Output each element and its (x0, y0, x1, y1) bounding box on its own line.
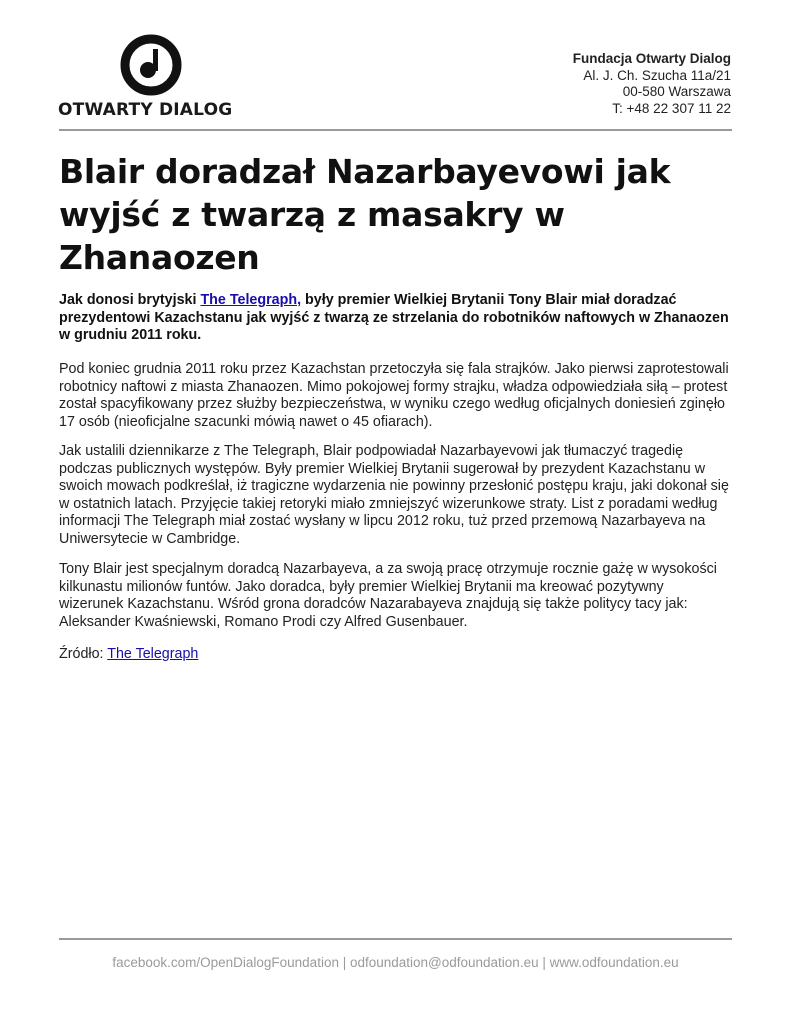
address-street: Al. J. Ch. Szucha 11a/21 (583, 67, 731, 83)
footer-divider (59, 938, 732, 940)
address-block (573, 51, 731, 117)
header-divider (59, 129, 732, 131)
article-paragraph: Jak ustalili dziennikarze z The Telegraph, Blair podpowiadał Nazarbayevowi jak tłumaczyć tragedię podczas publicznych występów. Były premier Wielkiej Brytanii sugerował by prezydent Kazachstanu w swoich mowach podkreślał, iż tragiczne wydarzenia nie powinny przesłonić postępu kraju, jaki dokonał się w ostatnich latach. Przyjęcie takiej retoryki miało zmniejszyć wizerunkowe straty. List z poradami według informacji The Telegraph miał zostać wysłany w lipcu 2012 roku, tuż przed przemową Nazarbayeva na Uniwersytecie w Cambridge. (59, 443, 729, 547)
footer-contact: facebook.com/OpenDialogFoundation | odfoundation@odfoundation.eu | www.odfoundation.eu (112, 955, 679, 970)
music-note-circle-icon (120, 34, 182, 96)
article-lead (59, 292, 731, 345)
phone-number: T: +48 22 307 11 22 (612, 100, 731, 116)
organization-name: Fundacja Otwarty Dialog (572, 51, 731, 66)
logo-wordmark: OTWARTY DIALOG (58, 100, 233, 120)
article-paragraph: Pod koniec grudnia 2011 roku przez Kazachstan przetoczyła się fala strajków. Jako pierwsi zaprotestowali robotnicy naftowi z miasta Zhanaozen. Mimo pokojowej formy strajku, władza odpowiedziała siłą – protest został spacyfikowany przez służby bezpieczeństwa, w wyniku czego według oficjalnych doniesień zginęło 17 osób (nieoficjalne szacunki mówią nawet o 45 ofiarach). (59, 361, 729, 430)
source-line (59, 646, 731, 664)
article-title: Blair doradzał Nazarbayevowi jak wyjść z twarzą z masakry w Zhanaozen (59, 152, 671, 277)
source-link[interactable]: The Telegraph (107, 646, 199, 662)
lead-text-start: Jak donosi brytyjski (59, 292, 201, 308)
lead-text-end: były premier Wielkiej Brytanii Tony Blair miał doradzać prezydentowi Kazachstanu jak wyjść z twarzą ze strzelania do robotników naftowych w Zhanaozen w grudniu 2011 roku. (59, 292, 729, 343)
source-label: Źródło: (59, 646, 108, 662)
telegraph-link[interactable]: The Telegraph, (200, 292, 302, 308)
article-paragraph: Tony Blair jest specjalnym doradcą Nazarbayeva, a za swoją pracę otrzymuje rocznie gażę w wysokości kilkunastu milionów funtów. Jako doradca, były premier Wielkiej Brytanii ma kreować pozytywny wizerunek Kazachstanu. Wśród grona doradców Nazarabayeva znajdują się także politycy tacy jak: Aleksander Kwaśniewski, Romano Prodi czy Alfred Gusenbauer. (59, 561, 717, 630)
logo (58, 34, 248, 124)
address-city: 00-580 Warszawa (622, 84, 731, 99)
